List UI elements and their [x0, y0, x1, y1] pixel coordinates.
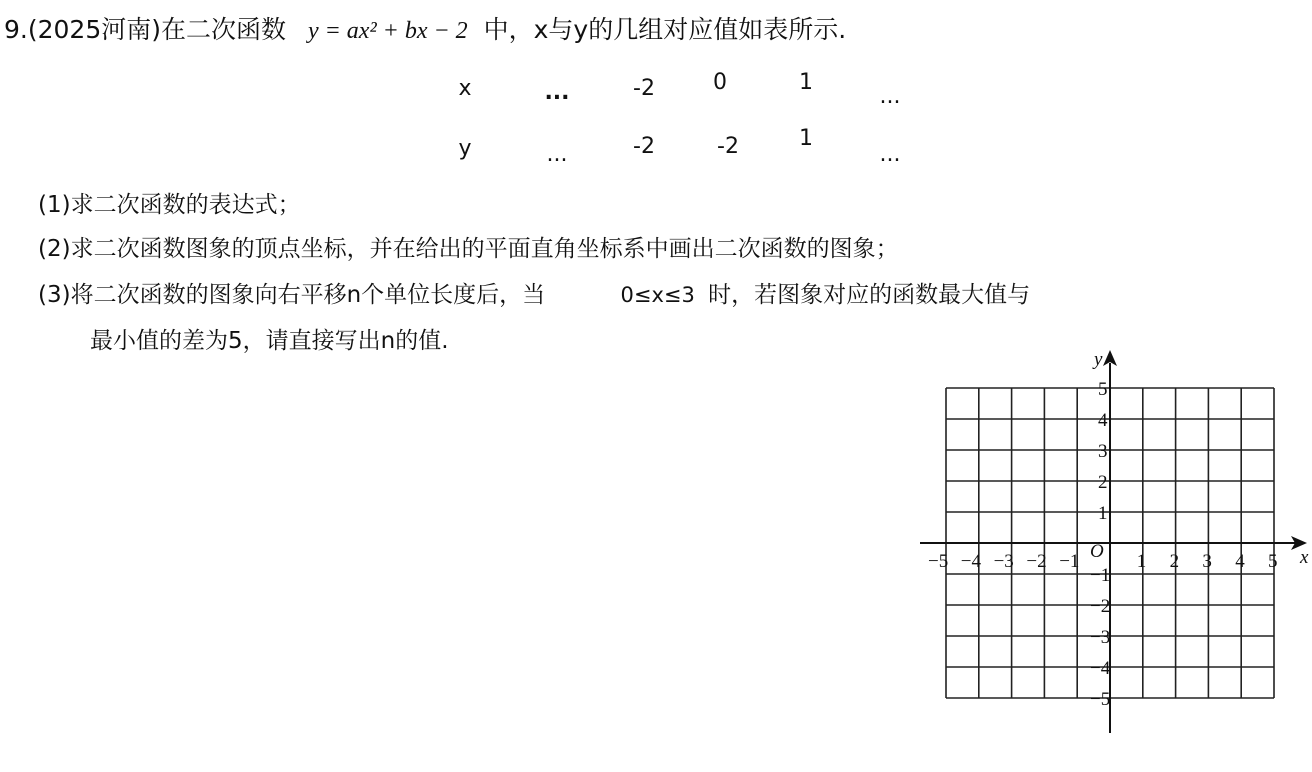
x-tick-label: −5 [928, 551, 949, 572]
table-cell: 1 [799, 126, 813, 151]
x-tick-label: 3 [1202, 551, 1212, 572]
y-tick-label: 4 [1098, 410, 1108, 431]
y-tick-label: −5 [1090, 689, 1111, 710]
part-2: (2)求二次函数图象的顶点坐标，并在给出的平面直角坐标系中画出二次函数的图象； [38, 236, 899, 262]
x-tick-label: 4 [1235, 551, 1245, 572]
table-cell: ... [546, 142, 568, 167]
question-prefix: 9.(2025河南)在二次函数 [4, 15, 286, 44]
y-tick-label: −4 [1090, 658, 1111, 679]
x-tick-label: −3 [993, 551, 1014, 572]
formula: y = ax² + bx − 2 [307, 18, 468, 44]
x-tick-label: −2 [1026, 551, 1047, 572]
table-cell: ... [544, 80, 570, 105]
y-tick-label: 1 [1098, 503, 1108, 524]
y-tick-label: −1 [1090, 565, 1111, 586]
origin-label: O [1090, 541, 1104, 562]
x-tick-label: 1 [1136, 551, 1147, 572]
x-tick-label: −1 [1059, 551, 1080, 572]
y-tick-label: 2 [1098, 472, 1108, 493]
y-tick-label: 5 [1098, 379, 1108, 400]
table-cell: ... [879, 142, 901, 167]
x-axis-label: x [1300, 547, 1309, 568]
y-tick-label: 3 [1098, 441, 1108, 462]
table-row-y-label: y [458, 136, 472, 161]
y-tick-label: −2 [1090, 596, 1111, 617]
x-tick-label: 2 [1169, 551, 1180, 572]
table-cell: 1 [799, 70, 813, 95]
question-suffix: 中，x与y的几组对应值如表所示. [483, 15, 847, 44]
table-cell: ... [879, 84, 901, 109]
table-row-x-label: x [458, 76, 472, 101]
y-tick-label: −3 [1090, 627, 1111, 648]
table-cell: -2 [717, 134, 739, 159]
part-3-inequality: 0≤x≤3 [620, 283, 695, 307]
part-3-text-a: (3)将二次函数的图象向右平移n个单位长度后，当 [38, 282, 546, 308]
x-tick-label: 5 [1268, 551, 1278, 572]
part-3-continued: 最小值的差为5，请直接写出n的值. [90, 328, 449, 354]
y-axis-label: y [1094, 349, 1103, 370]
table-cell: -2 [633, 76, 655, 101]
table-cell: 0 [713, 70, 727, 95]
x-tick-label: −4 [960, 551, 982, 572]
part-1: (1)求二次函数的表达式； [38, 192, 301, 218]
part-3-text-b: 时，若图象对应的函数最大值与 [708, 282, 1031, 308]
table-cell: -2 [633, 134, 655, 159]
